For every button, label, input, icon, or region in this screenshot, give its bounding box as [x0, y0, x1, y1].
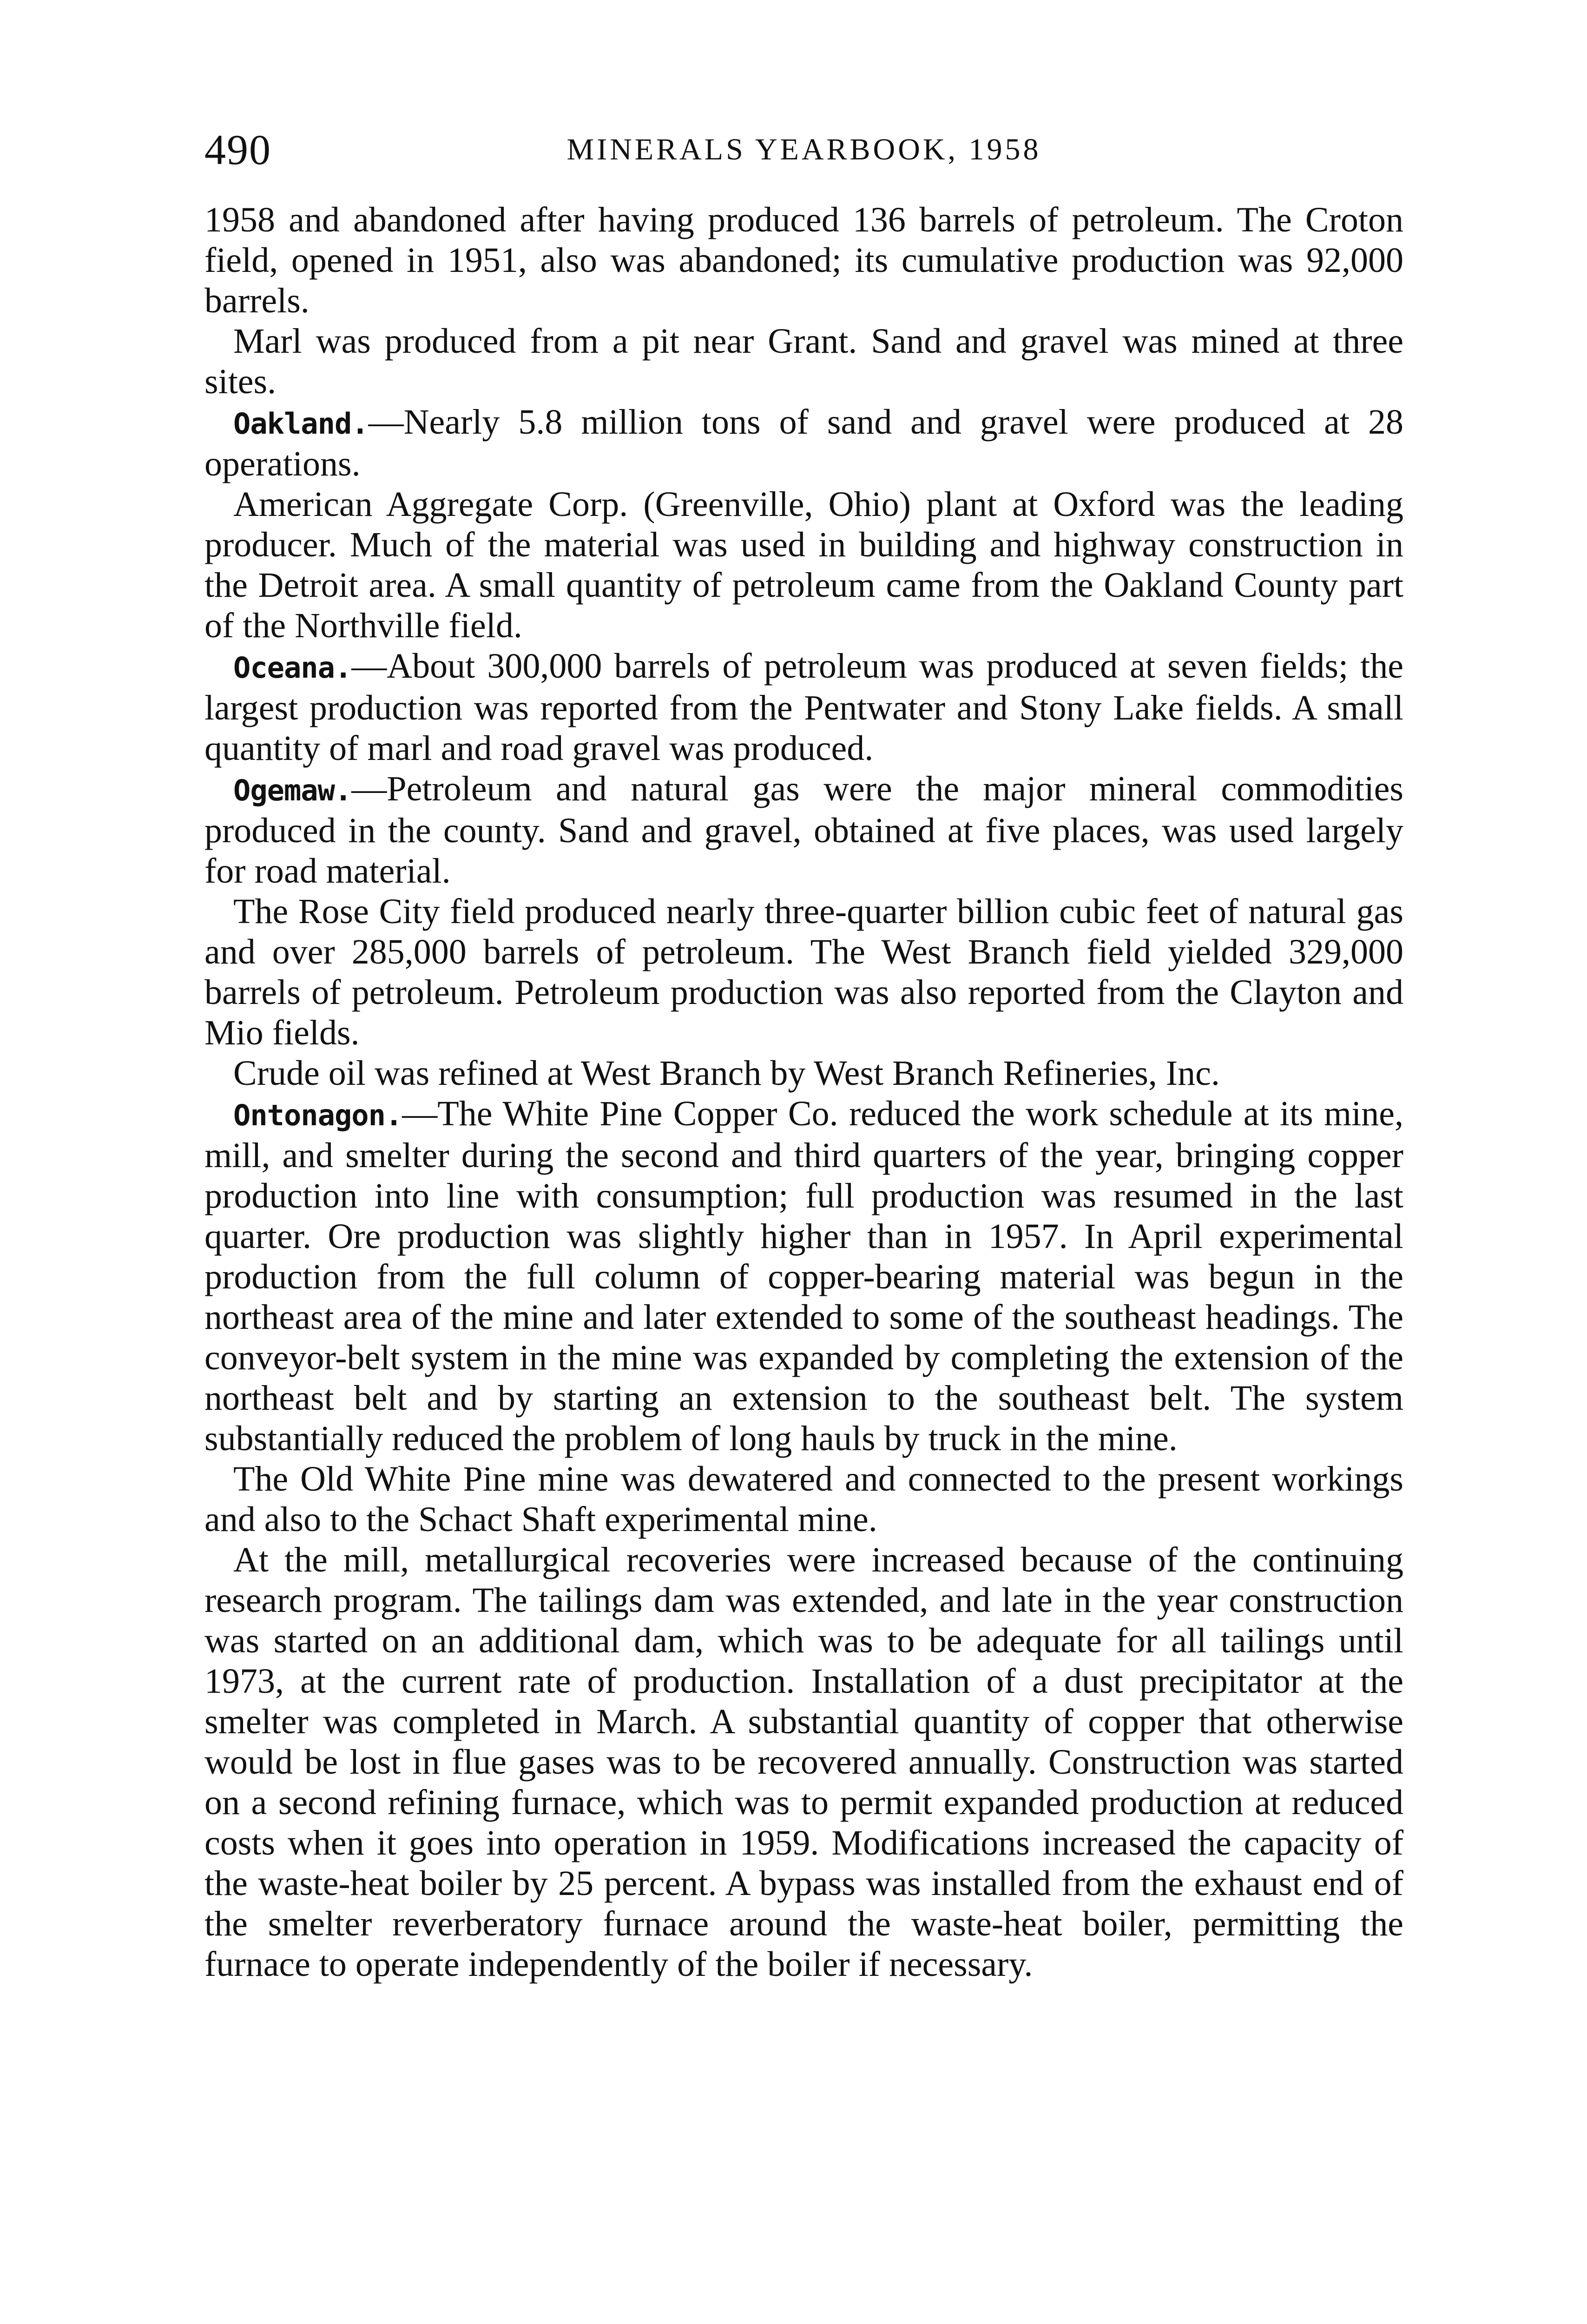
county-heading: Oceana.: [233, 651, 352, 685]
page-header: [204, 122, 1403, 178]
paragraph-text: —About 300,000 barrels of petroleum was produced at seven fields; the largest production was reported from the Pentwater and Stony Lake fields. A small quantity of marl and road gravel was produced.: [204, 647, 1403, 768]
paragraph-text: American Aggregate Corp. (Greenville, Ohio) plant at Oxford was the leading producer. Much of the material was used in building and highway construction in the Detroit area. A small quantity of petroleum came from the Oakland County part of the Northville field.: [204, 485, 1403, 645]
paragraph-oakland: [204, 402, 1403, 484]
paragraph: [204, 1053, 1403, 1094]
paragraph-text: —Petroleum and natural gas were the major mineral commodities produced in the county. Sand and gravel, obtained at five places, was used largely for road material.: [204, 769, 1403, 891]
paragraph: [204, 200, 1403, 321]
paragraph-text: —Nearly 5.8 million tons of sand and gravel were produced at 28 operations.: [204, 403, 1403, 483]
page-number: 490: [204, 126, 271, 173]
county-heading: Ogemaw.: [233, 773, 352, 807]
paragraph: [204, 1459, 1403, 1540]
paragraph: [204, 891, 1403, 1053]
paragraph-text: At the mill, metallurgical recoveries were increased because of the continuing research program. The tailings dam was extended, and late in the year construction was started on an additional dam, which was to be adequate for all tailings until 1973, at the current rate of production. Installation of a dust precipitator at the smelter was completed in March. A substantial quantity of copper that otherwise would be lost in flue gases was to be recovered annually. Construction was started on a second refining furnace, which was to permit expanded production at reduced costs when it goes into operation in 1959. Modifications increased the capacity of the waste-heat boiler by 25 percent. A bypass was installed from the exhaust end of the smelter reverberatory furnace around the waste-heat boiler, permitting the furnace to operate independently of the boiler if necessary.: [204, 1540, 1403, 1984]
paragraph-text: The Old White Pine mine was dewatered and connected to the present workings and also to the Schact Shaft experimental mine.: [204, 1459, 1403, 1539]
paragraph-oceana: [204, 646, 1403, 769]
paragraph-text: —The White Pine Copper Co. reduced the work schedule at its mine, mill, and smelter during the second and third quarters of the year, bringing copper production into line with consumption; full production was resumed in the last quarter. Ore production was slightly higher than in 1957. In April experimental production from the full column of copper-bearing material was begun in the northeast area of the mine and later extended to some of the southeast headings. The conveyor-belt system in the mine was expanded by completing the extension of the northeast belt and by starting an extension to the southeast belt. The system substantially reduced the problem of long hauls by truck in the mine.: [204, 1094, 1403, 1458]
paragraph-text: Marl was produced from a pit near Grant. Sand and gravel was mined at three sites.: [204, 322, 1403, 401]
paragraph-text: The Rose City field produced nearly three-quarter billion cubic feet of natural gas and over 285,000 barrels of petroleum. The West Branch field yielded 329,000 barrels of petroleum. Petroleum production was also reported from the Clayton and Mio fields.: [204, 892, 1403, 1052]
paragraph-text: Crude oil was refined at West Branch by West Branch Refineries, Inc.: [233, 1054, 1220, 1093]
paragraph-ontonagon: [204, 1094, 1403, 1459]
county-heading: Oakland.: [233, 407, 369, 441]
body-text: [204, 200, 1403, 1985]
paragraph: [204, 1540, 1403, 1985]
paragraph: [204, 321, 1403, 402]
paragraph-ogemaw: [204, 769, 1403, 891]
paragraph: [204, 484, 1403, 646]
running-title: MINERALS YEARBOOK, 1958: [566, 132, 1041, 166]
paragraph-text: 1958 and abandoned after having produced 136 barrels of petroleum. The Croton field, opened in 1951, also was abandoned; its cumulative production was 92,000 barrels.: [204, 200, 1403, 320]
county-heading: Ontonagon.: [233, 1098, 402, 1132]
